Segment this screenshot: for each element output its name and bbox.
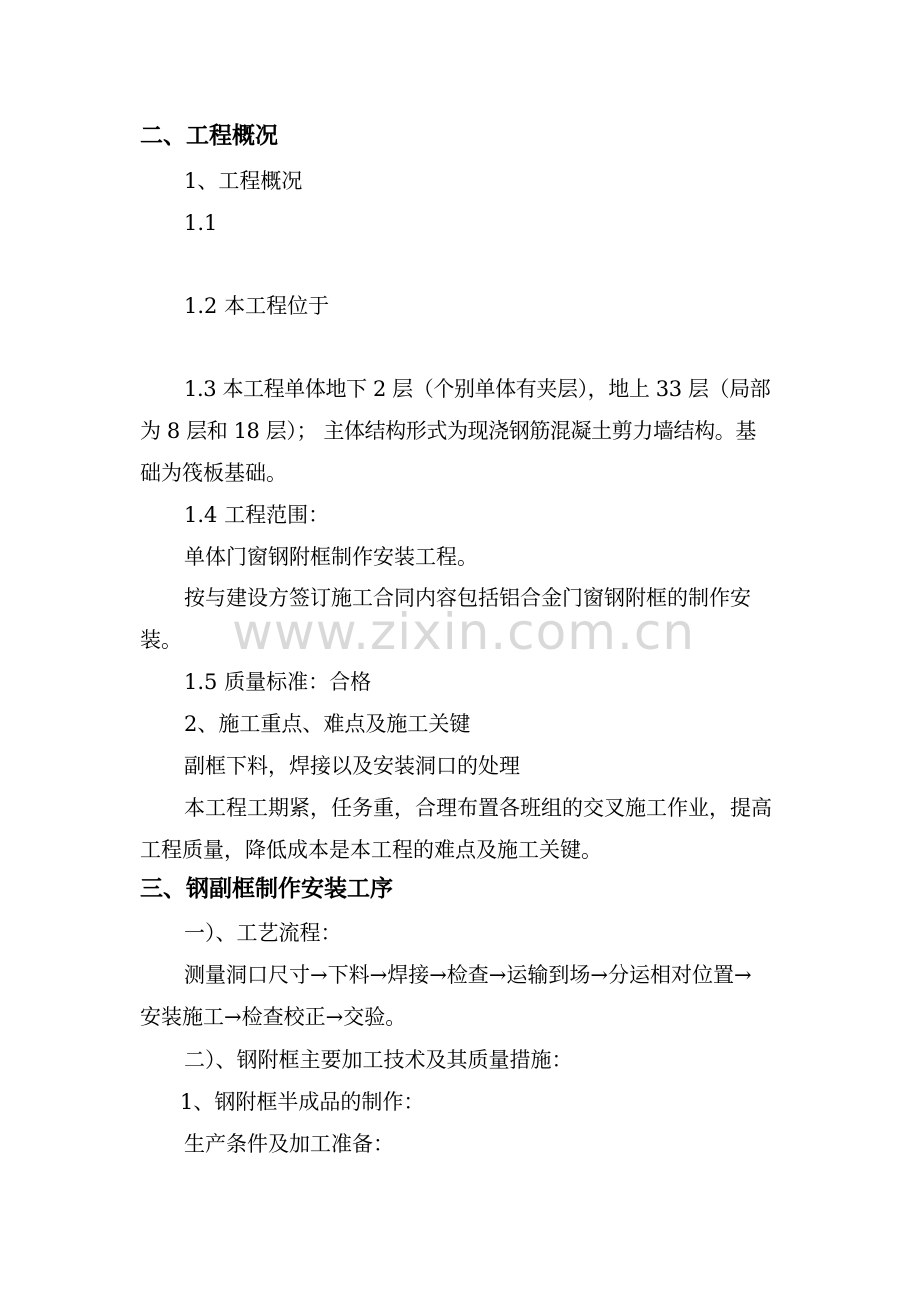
paragraph: 一）、工艺流程：	[184, 921, 342, 945]
paragraph: 按与建设方签订施工合同内容包括铝合金门窗钢附框的制作安	[184, 586, 751, 610]
paragraph: 测量洞口尺寸→下料→焊接→检查→运输到场→分运相对位置→	[184, 963, 752, 987]
paragraph: 1、钢附框半成品的制作：	[180, 1090, 425, 1114]
paragraph: 工程质量，降低成本是本工程的难点及施工关键。	[140, 838, 602, 862]
paragraph: 装。	[140, 628, 182, 652]
paragraph: 1、工程概况	[184, 169, 303, 193]
paragraph: 1.4 工程范围：	[184, 503, 330, 527]
paragraph: 本工程工期紧，任务重，合理布置各班组的交叉施工作业，提高	[184, 796, 772, 820]
section-heading-2: 二、工程概况	[140, 123, 278, 149]
watermark: www.zixin.com.cn	[232, 603, 696, 661]
paragraph: 生产条件及加工准备：	[184, 1132, 394, 1156]
paragraph: 副框下料，焊接以及安装洞口的处理	[184, 754, 520, 778]
paragraph: 2、施工重点、难点及施工关键	[184, 712, 471, 736]
paragraph: 1.2 本工程位于	[184, 294, 330, 318]
paragraph: 二）、钢附框主要加工技术及其质量措施：	[184, 1048, 573, 1072]
paragraph: 1.1	[184, 211, 218, 235]
paragraph: 础为筏板基础。	[140, 461, 287, 485]
paragraph: 安装施工→检查校正→交验。	[140, 1005, 407, 1029]
paragraph: 单体门窗钢附框制作安装工程。	[184, 545, 478, 569]
paragraph: 1.3 本工程单体地下 2 层（个别单体有夹层），地上 33 层（局部	[184, 377, 771, 401]
paragraph: 1.5 质量标准：合格	[184, 670, 372, 694]
paragraph: 为 8 层和 18 层）； 主体结构形式为现浇钢筋混凝土剪力墙结构。基	[140, 419, 756, 443]
section-heading-3: 三、钢副框制作安装工序	[140, 876, 393, 902]
